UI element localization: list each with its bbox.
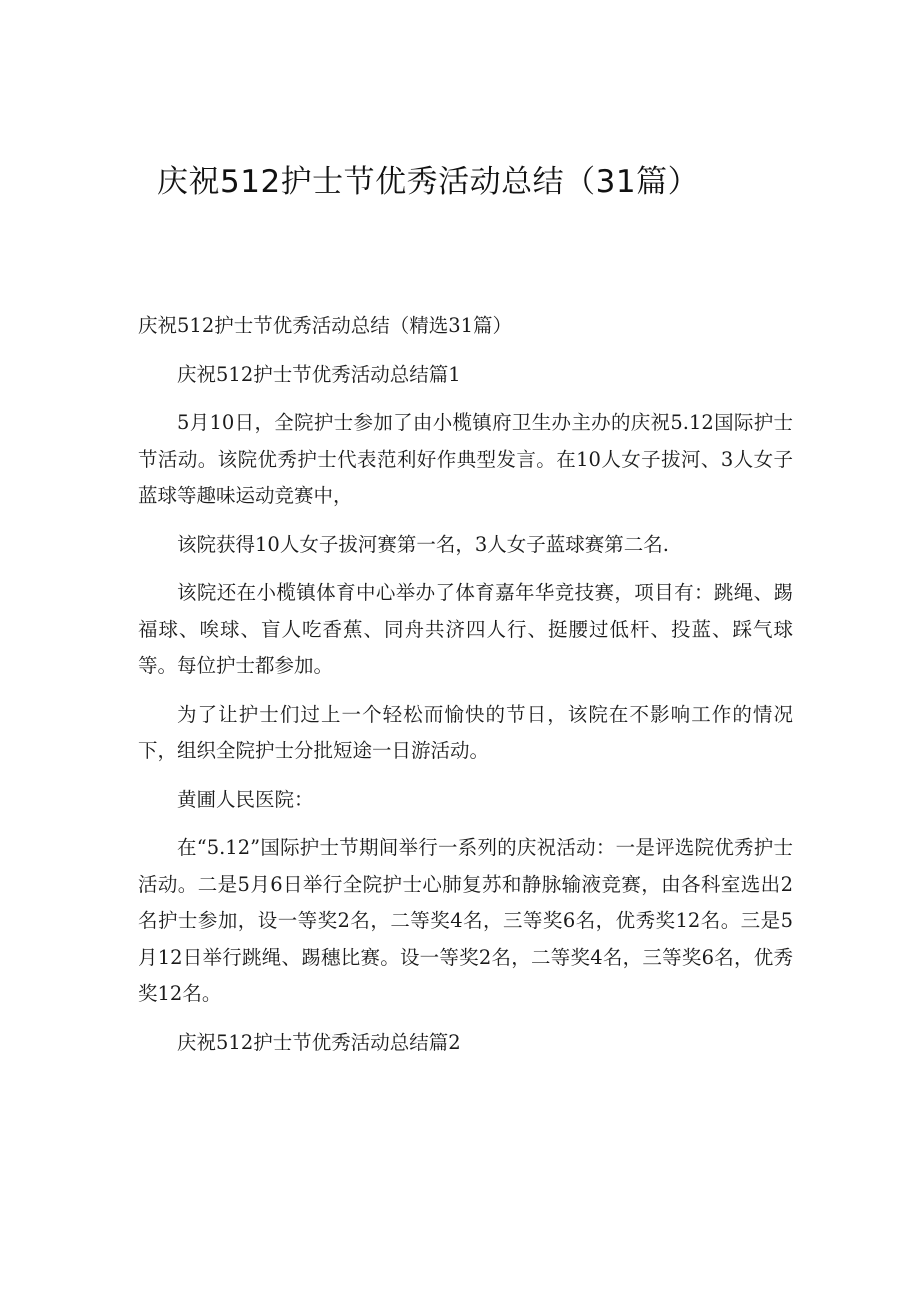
paragraph: 为了让护士们过上一个轻松而愉快的节日，该院在不影响工作的情况下，组织全院护士分批短途一日游活动。 bbox=[138, 702, 793, 762]
document-body bbox=[138, 308, 793, 1073]
paragraph: 该院获得10人女子拔河赛第一名，3人女子蓝球赛第二名. bbox=[177, 532, 669, 556]
collection-heading: 庆祝512护士节优秀活动总结（精选31篇） bbox=[138, 314, 513, 337]
paragraph: 5月10日，全院护士参加了由小榄镇府卫生办主办的庆祝5.12国际护士节活动。该院优秀护士代表范利好作典型发言。在10人女子拔河、3人女子蓝球等趣味运动竞赛中， bbox=[138, 411, 793, 507]
section-heading-1: 庆祝512护士节优秀活动总结篇1 bbox=[177, 362, 461, 386]
hospital-name: 黄圃人民医院： bbox=[177, 787, 314, 811]
document-title: 庆祝512护士节优秀活动总结（31篇） bbox=[157, 164, 700, 200]
section-heading-2: 庆祝512护士节优秀活动总结篇2 bbox=[177, 1030, 461, 1054]
paragraph: 在“5.12”国际护士节期间举行一系列的庆祝活动：一是评选院优秀护士活动。二是5月6日举行全院护士心肺复苏和静脉输液竞赛，由各科室选出2名护士参加，设一等奖2名，二等奖4名，三等奖6名，优秀奖12名。三是5月12日举行跳绳、踢穗比赛。设一等奖2名，二等奖4名，三等奖6名，优秀奖12名。 bbox=[138, 836, 793, 1005]
paragraph: 该院还在小榄镇体育中心举办了体育嘉年华竞技赛，项目有：跳绳、踢福球、唉球、盲人吃香蕉、同舟共济四人行、挺腰过低杆、投蓝、踩气球等。每位护士都参加。 bbox=[138, 581, 793, 677]
